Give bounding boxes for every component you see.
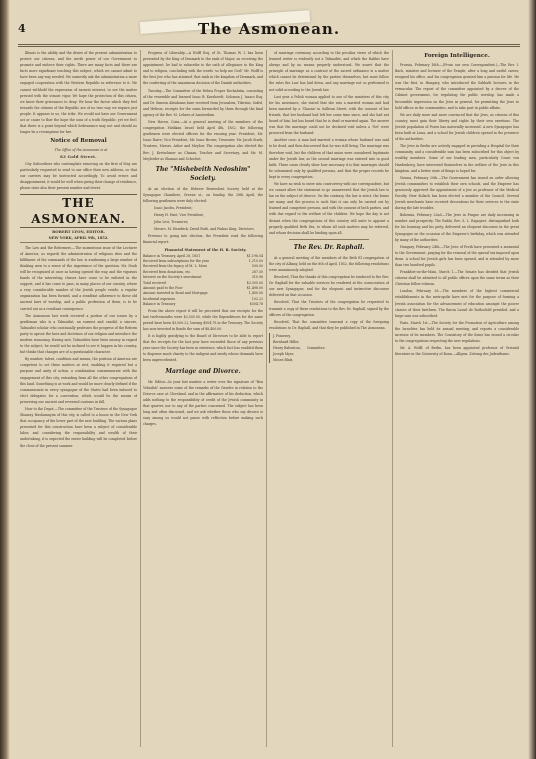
- article-paragraph: Frankfort-on-the-Main, March 1.—The Senate has decided that Jewish citizens shall be admitted to all public offices upon the same terms as their Christian fellow-citizens.: [395, 270, 519, 287]
- article-paragraph: Mr. A. Wolff, of Berlin, has been appointed professor of Oriental literature in the University of Bonn.—Allgem. Zeitung des Judenthums.: [395, 346, 519, 357]
- table-cell: $1,196.54: [246, 253, 263, 258]
- signer-name: J. Pomeroy,: [273, 333, 291, 338]
- masthead-rule: [18, 44, 520, 47]
- financial-statement-title: Financial Statement of the H. B. Society.: [164, 247, 247, 252]
- column-divider: [140, 50, 141, 747]
- table-cell: Amount paid to the Poor: [143, 286, 183, 291]
- article-paragraph: Previous to going into election, the President read the following financial report:: [143, 234, 263, 245]
- notice-address: 83 Gold Street.: [60, 154, 97, 160]
- resolution: Resolved, That the Trustees of the congregation be requested to transmit a copy of these resolutions to the Rev. Dr. Raphall, signed by the officers of the congregation.: [269, 300, 389, 317]
- article-paragraph: The Asmonean last week received a portion of our issues by a gentleman who is a Talmudist, an earnest and candid, a sincere, Talmudist scholar who continually professes the progress of the Reform party to uproot the laws and doctrines of our religion and introduce the modern reasoning. Having met, Talmudists have been uneasy in regard to the subject; he would not be inclined to see it happen in his country, but thinks that changes are of a questionable character.: [20, 313, 137, 355]
- signer-name: Moses Blatt,: [273, 358, 294, 363]
- section-heading: Foreign Intelligence.: [424, 53, 490, 59]
- officer-line: Isaac Jacobs, President;: [154, 205, 193, 210]
- masthead-title: The Asmonean.: [197, 20, 341, 38]
- committee-signatures: [269, 333, 389, 363]
- table-cell: Balance in Treasury, April 28, 1851: [143, 253, 201, 258]
- notice-body: City Subscribers who contemplate removing on the first of May are particularly requested to send to our office their new address, so that our carriers may be instructed accordingly. To avoid errors and disappointment, it would be well when giving their change of residence, please state also their present number and street.: [20, 161, 137, 191]
- table-cell: 310.96: [251, 275, 263, 280]
- section-heading: The Rev. Dr. Raphall.: [293, 243, 365, 251]
- article-paragraph: By number, talent, condition and means, the position of America are competent to set these matters at rest, enabling it required but a purpose and unity of action, a combination commensurate with the engagement of this city, extending from all the other congregations of this land. Something is at work and would be more clearly defined if the communicants in every synagogue of the States had been induced to elect delegates for a convention, which would be the means of preserving our ancient and reverend customs in full.: [20, 357, 137, 404]
- article-paragraph: Progress of Liberality.—A Wolff Esq. of St. Thomas W. I. has been presented by the King of Denmark to the rank of Major, on receiving the appointment, he had to subscribe to the oath of allegiance to the King and to religion, concluding with the words 'so help me God!' Mr. Wolff is the first Jew who has attained, that rank in the kingdom of Denmark, and the conferring of the unanimous decision of the Danish authorities.: [143, 51, 263, 86]
- paper-title: THE ASMONEAN.: [20, 194, 137, 228]
- table-cell: 500.00: [251, 264, 263, 269]
- article-paragraph: Illinois is the ability and the desire of the present administration to protect our citizens, and the worth power of our Government to promote and enforce their rights. There are many facts and there are facts more significant touching this subject, which we cannot admit to have been any way needed. We earnestly ask the administration a more engaged cooperation with the Western Republic in reference to it. We cannot withhold the expression of earnest interest, to see the matter pressed with the utmost vigor. We hope the protection of this citizen, we know their grievances to deny. We hear the factor which they feel towards the citizens of the Republic are of no true way we require just people. It appears to us, the tribe. We would not have our Government act or cause to flow the hope the sons of a truth Republic, yet we fee1 that there is a point beyond which forbearance may not and should no longer be a recompense for her.: [20, 51, 137, 135]
- table-cell: $1,498.00: [246, 286, 263, 291]
- article-paragraph: From the above report it will be perceived that our receipts for the last twelvemonths were $3,505.00, while the Expenditures for the same period have been $3,000.22, leaving $504.78 in the Treasury. The Society has now invested in Bonds the sum of $8,400.00.: [143, 308, 263, 331]
- table-cell: Incidental expenses: [143, 296, 176, 301]
- column-divider: [392, 50, 393, 747]
- officer-line: Henry H. Hart, Vice President;: [154, 213, 204, 218]
- article-paragraph: New Haven, Conn.—At a general meeting of the members of the congregation Mishkan Israel held April 4th, 1852, the following gentlemen were elected officers for the ensuing year: President, Mr. Isaac Raive; Vice President, Mr. Isaac Brown; Treasurer, Mr. Jacob Stark; Trustees, Messrs. Asher and Meylow. The congregation also elected the Rev. J. Kretschmer as Chazan, Teacher and Secretary, and Mr. M. Meyleider as Shamas and Schochet.: [143, 120, 263, 161]
- section-heading: The "Mishebeith Nedoshim" Society.: [155, 165, 251, 182]
- table-cell: Balance in Treasury: [143, 302, 176, 307]
- resolution: Resolved, That the committee transmit a copy of the foregoing resolutions to Dr. Raphall, and that they be published in The Asmonean.: [269, 319, 389, 330]
- table-cell: Interest on the Society's investment: [143, 275, 202, 280]
- officer-line: Messrs. M. Hendrick, David Ruth, and Pinkus King, Directors.: [154, 227, 255, 232]
- article-paragraph: London, February 28.—The members of the highest commercial establishments in the metropolis have met for the purpose of forming a Jewish association for the advancement of education amongst the poorer classes of their brethren. The Baron Lionel de Rothschild presided, and a large sum was subscribed.: [395, 289, 519, 318]
- table-cell: Received from subscriptions for the year: [143, 259, 210, 264]
- signer-name: Joseph Myer,: [273, 352, 294, 357]
- table-cell: 1,210.00: [248, 259, 263, 264]
- signer-name: Henry Rahenton,: [273, 346, 301, 351]
- table-cell: $3,505.00: [246, 280, 263, 285]
- signer-list: [269, 333, 301, 363]
- article-paragraph: Bohemia, February 22nd.—The Jews in Prague are daily increasing in number and prosperity. The Rabbi, Rev. S. L. Rapoport, distinguished both for his learning and his piety, delivered an eloquent discourse in the great Synagogue on the occasion of the Emperor's birthday, which was attended by many of the authorities.: [395, 213, 519, 242]
- table-cell: Amount invested in Bond and Mortgage: [143, 291, 208, 296]
- column-divider: [266, 50, 267, 747]
- article-paragraph: Vienna, February 20th.—The Government has issued an order allowing Jewish communities to establish their own schools, and the Emperor has graciously approved the appointment of a Jew as professor of the Medical Faculty. Herr Kolisch has been elected a member of the Council. Several Jewish merchants have received decorations for their services to the state during the late troubles.: [395, 175, 519, 211]
- table-cell: Total received: [143, 280, 166, 285]
- column-3: [269, 50, 389, 749]
- committee-label: Committee.: [306, 346, 326, 351]
- article-paragraph: Tuesday.—The Committee of the Hebra Proper Rechabrim, consisting of the venerable and learned Isaac B. Kursheedt, Solomon J. Isaacs Esq. and Dr. Simeon Abrahams have received from Jerusalem, Tiberias, Safed, and Hebron, receipts for the sums forwarded by them through the kind agency of the Rev. M. Lehren of Amsterdam.: [143, 88, 263, 117]
- column-4: [395, 50, 519, 749]
- article-paragraph: of marriage ceremony according to the peculiar views of which the learned writer is evidently not a Talmudist, and which the Rabbis have always and by no means properly understood. We assert that the principle of marriage as a contract of the sacred ordinance is a matter which cannot be determined by the parties themselves, but must follow the rules the Law has laid down, and any marriage not so performed is not valid according to the Jewish law.: [269, 51, 389, 92]
- article-paragraph: At an election of the Hebrew Benevolent Society held at the Synagogue Chambers, Greene st., on Sunday, the 28th April, the following gentlemen were duly elected:: [143, 186, 263, 203]
- notice-subtitle: The Office of the Asmonean is at: [54, 148, 108, 153]
- table-cell: Received from donations, etc.: [143, 269, 192, 274]
- notice-heading: Notice of Removal: [50, 138, 107, 145]
- page-number: 4: [18, 22, 26, 35]
- signer-name: Bernhard Hiller,: [273, 340, 300, 345]
- article-paragraph: How to the Depot.—The committee of the Trustees of the Synagogue Shaaray Hashamayim of this city, is called to a house in the New York that occupancy of the lower part of the new building. The various plans presented for this construction have been a subject of considerable labor, and considering the responsibility and wealth of their undertaking, it is expected the entire building will be completed before the close of the present summer.: [20, 407, 137, 448]
- article-paragraph: Hungary, February 24th.—The Jews of Pesth have presented a memorial to the Government, praying for the removal of the special tax imposed upon them. A school for Jewish girls has been opened, and is attended by more than two hundred pupils.: [395, 244, 519, 267]
- table-cell: Received from the legacy of M. L. Moss: [143, 264, 208, 269]
- table-cell: 1,400.00: [248, 291, 263, 296]
- article-paragraph: We are daily more and more convinced that the Jews, as citizens of this country, must gain their liberty and rights by their own exertions. The Jewish population of Posen has materially increased. A new Synagogue has been built at Lissa, and a school for Jewish children opened in the presence of the authorities.: [395, 112, 519, 142]
- article-paragraph: Last year a Polish woman applied to one of the ministers of this city for his assistance, she stated that she was a married woman and had been married by a 'Chazan' in Sullivan Street, with the consent of her friends, that her husband had left her some time since, and she had not heard of him, but has heard that he is dead or married again. The answer was that the marriage could not be declared void unless a 'Get' were procured from the husband.: [269, 94, 389, 136]
- editor-line: ROBERT LYON, EDITOR.: [52, 229, 105, 235]
- officer-line: John Levi, Treasurer;: [154, 220, 189, 225]
- column-2: [143, 50, 263, 749]
- table-cell: $504.78: [249, 302, 263, 307]
- divider-rule: [289, 239, 369, 240]
- article-paragraph: Prussia, February 16th.—(From our own Correspondent.)—The Rev. I. Bach, minister and lecturer of the Temple, after a long and useful career, resigned his office, and his congregation granted him a pension for life. He was the first, in Hungary, who introduced the Sabbath lectures in the vernacular. The report of the committee appointed by a decree of the Cabinet government, for regulating the public worship, has made a favourable impression on the Jews in general, for permitting the Jews to hold offices in the communities, and to take part in public affairs.: [395, 63, 519, 110]
- table-cell: 287.50: [251, 269, 263, 274]
- masthead: [18, 20, 520, 42]
- dateline: NEW YORK, APRIL 9th, 1852.: [20, 235, 137, 242]
- section-heading: Marriage and Divorce.: [165, 367, 241, 375]
- article-paragraph: The Jews in Berlin are actively engaged in providing a Hospital for their community, and a considerable sum has been subscribed for this object by wealthy members. Some of our leading men, particularly Count von Hardenberg, have interested themselves in the welfare of the Jews in this kingdom, and a better state of things is hoped for.: [395, 144, 519, 173]
- article-paragraph: Paris, March 1st.—The Society for the Promotion of Agriculture among the Israelites has held its annual meeting, and reports a considerable increase of its members. The Consistory of the Seine has issued a circular to the congregations respecting the new regulations.: [395, 320, 519, 344]
- financial-statement-table: [143, 254, 263, 308]
- article-paragraph: The Law and the Reformers.—The momentous issue of the Lecturer of America, as regards the administration of religious rites and the fulfilment of the commands of the law, is awakening a large number of thinking men to a sense of the importance of the question. Mr. Noah will be recognized at once as having opened the way, and the vigorous hands of the interesting classes have come to be enlisted in the support, and it has come to pass, in many places of our country, where a very considerable number of the Jewish people reside, a regular organization has been formed, and a steadfast adherence to these old ancient laws of worship, and a public profession of them, is to be carried out as a resultant consequence.: [20, 245, 137, 311]
- article-paragraph: At a general meeting of the members of the Beth El congregation of the city of Albany, held on the 8th of April, 1852, the following resolutions were unanimously adopted.: [269, 255, 389, 272]
- article-paragraph: We have no wish to enter into controversy with our correspondent, but we cannot allow the statement to go unanswered that the Jewish law is lax on the subject of divorce. On the contrary, the law is strict, the forms are many, and the process is such that it can only be carried out by learned and competent persons, and with the consent of both parties, and with due regard to the welfare of the children. We hope the day is not distant when the congregations of this country will unite to appoint a properly qualified Beth Din, to whom all such matters may be referred, and whose decision shall be binding upon all.: [269, 181, 389, 235]
- article-paragraph: Another case: A man had married a woman whose husband was said to be dead, and then discovered that he was still living. The marriage was therefore void, but the children of that union were considered legitimate under the Jewish law, as the second marriage was entered into in good faith. These cases clearly show how necessary it is that marriages should be solemnized only by qualified persons, and that the proper records be kept in every congregation.: [269, 138, 389, 179]
- article-paragraph: Mr. Editor—In your last number a writer over the signature of "Ben Yehudah" answers some of the remarks of the Gazette in relation to the Divorce case at Cleveland, and in the affirmative of his deduction, which adds nothing to the responsibility of credit of the Jewish community in that quarter, nor to any of the parties concerned. The subject has been long and often discussed, and we ask whether those who say divorce is easy among us would not pause with reflection before making such charges.: [143, 379, 263, 427]
- column-1: [20, 50, 137, 749]
- article-paragraph: It is highly gratifying to the Board of Directors to be able to report that the receipts for the last year have exceeded those of any previous year since the Society has been in existence, which fact has enabled them to dispense much charity to the indigent and needy whose demands have been unprecedented.: [143, 334, 263, 363]
- resolution: Resolved, That the thanks of this congregation be tendered to the Rev. Dr. Raphall for the valuable services he rendered at the consecration of our new Synagogue, and for the eloquent and instructive discourse delivered on that occasion.: [269, 275, 389, 298]
- table-cell: 102.22: [251, 296, 263, 301]
